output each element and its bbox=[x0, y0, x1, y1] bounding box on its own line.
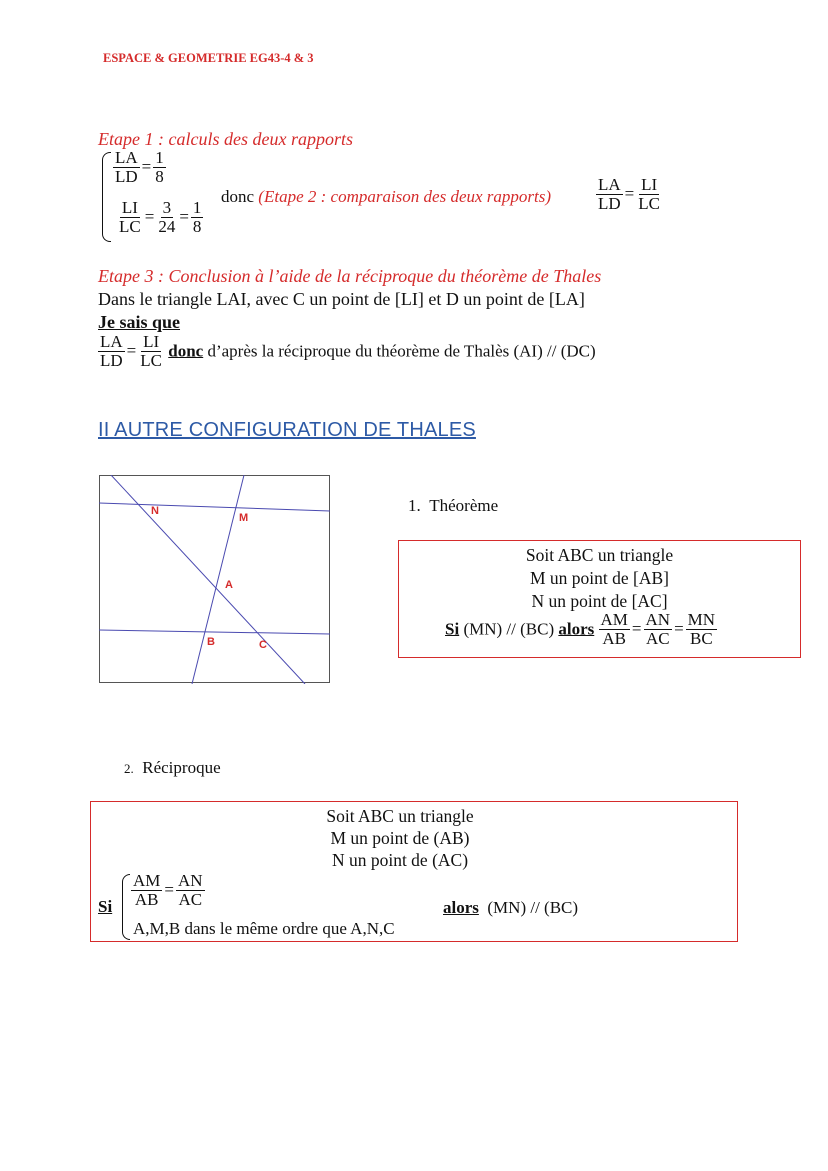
label-m: M bbox=[239, 512, 249, 524]
step3-title: Etape 3 : Conclusion à l’aide de la réciproque du théorème de Thales bbox=[98, 266, 602, 286]
step2-comparison: $\frac{LA}{LD}$ = $\frac{LI}{LC}$ bbox=[598, 175, 660, 213]
reciprocal-order: A,M,B dans le même ordre que A,N,C bbox=[133, 919, 395, 938]
reciprocal-heading: 2. Réciproque bbox=[124, 758, 221, 777]
theorem-statement: Si (MN) // (BC) alors $\frac{AM}{AB}$ = $\frac{AN}{AC}$ = $\frac{MN}{BC}$ bbox=[445, 610, 716, 648]
ratio-li-lc: $\frac{LI}{LC}$ = $\frac{3}{24}$ = $\frac{1}{8}$ bbox=[119, 198, 202, 236]
reciprocal-box bbox=[90, 801, 738, 942]
theorem-heading: 1. Théorème bbox=[408, 496, 499, 515]
step1-title: Etape 1 : calculs des deux rapports bbox=[98, 129, 353, 149]
ratio-la-ld: $\frac{LA}{LD}$ = $\frac{1}{8}$ bbox=[115, 148, 164, 186]
je-sais-que: Je sais que bbox=[98, 312, 181, 332]
reciprocal-line3: N un point de (AC) bbox=[331, 850, 469, 870]
reciprocal-line1: Soit ABC un triangle bbox=[326, 806, 474, 826]
step3-context: Dans le triangle LAI, avec C un point de [LI] et D un point de [LA] bbox=[98, 289, 585, 309]
page-header: ESPACE & GEOMETRIE EG43-4 & 3 bbox=[103, 51, 314, 65]
label-a: A bbox=[225, 579, 233, 591]
theorem-line2: M un point de [AB] bbox=[529, 568, 670, 588]
theorem-box bbox=[398, 540, 801, 658]
theorem-line3: N un point de [AC] bbox=[531, 591, 668, 611]
reciprocal-ratios: $\frac{AM}{AB}$ = $\frac{AN}{AC}$ bbox=[133, 871, 203, 909]
reciprocal-line2: M un point de (AB) bbox=[330, 828, 470, 848]
theorem-line1: Soit ABC un triangle bbox=[525, 545, 674, 565]
step2-title: (Etape 2 : comparaison des deux rapports) bbox=[258, 187, 552, 206]
label-n: N bbox=[151, 505, 159, 517]
reciprocal-conclusion: alors (MN) // (BC) bbox=[443, 898, 579, 917]
reciprocal-brace bbox=[122, 874, 130, 940]
thales-figure bbox=[99, 475, 331, 684]
step1-donc: donc (Etape 2 : comparaison des deux rapports) bbox=[221, 187, 552, 206]
label-c: C bbox=[259, 639, 267, 651]
label-b: B bbox=[207, 636, 215, 648]
section2-title: II AUTRE CONFIGURATION DE THALES bbox=[98, 419, 476, 441]
reciprocal-si: Si bbox=[98, 897, 113, 916]
step3-conclusion: $\frac{LA}{LD}$ = $\frac{LI}{LC}$ donc d’après la réciproque du théorème de Thalès (AI) // (DC) bbox=[100, 332, 596, 370]
step1-brace bbox=[102, 152, 111, 242]
